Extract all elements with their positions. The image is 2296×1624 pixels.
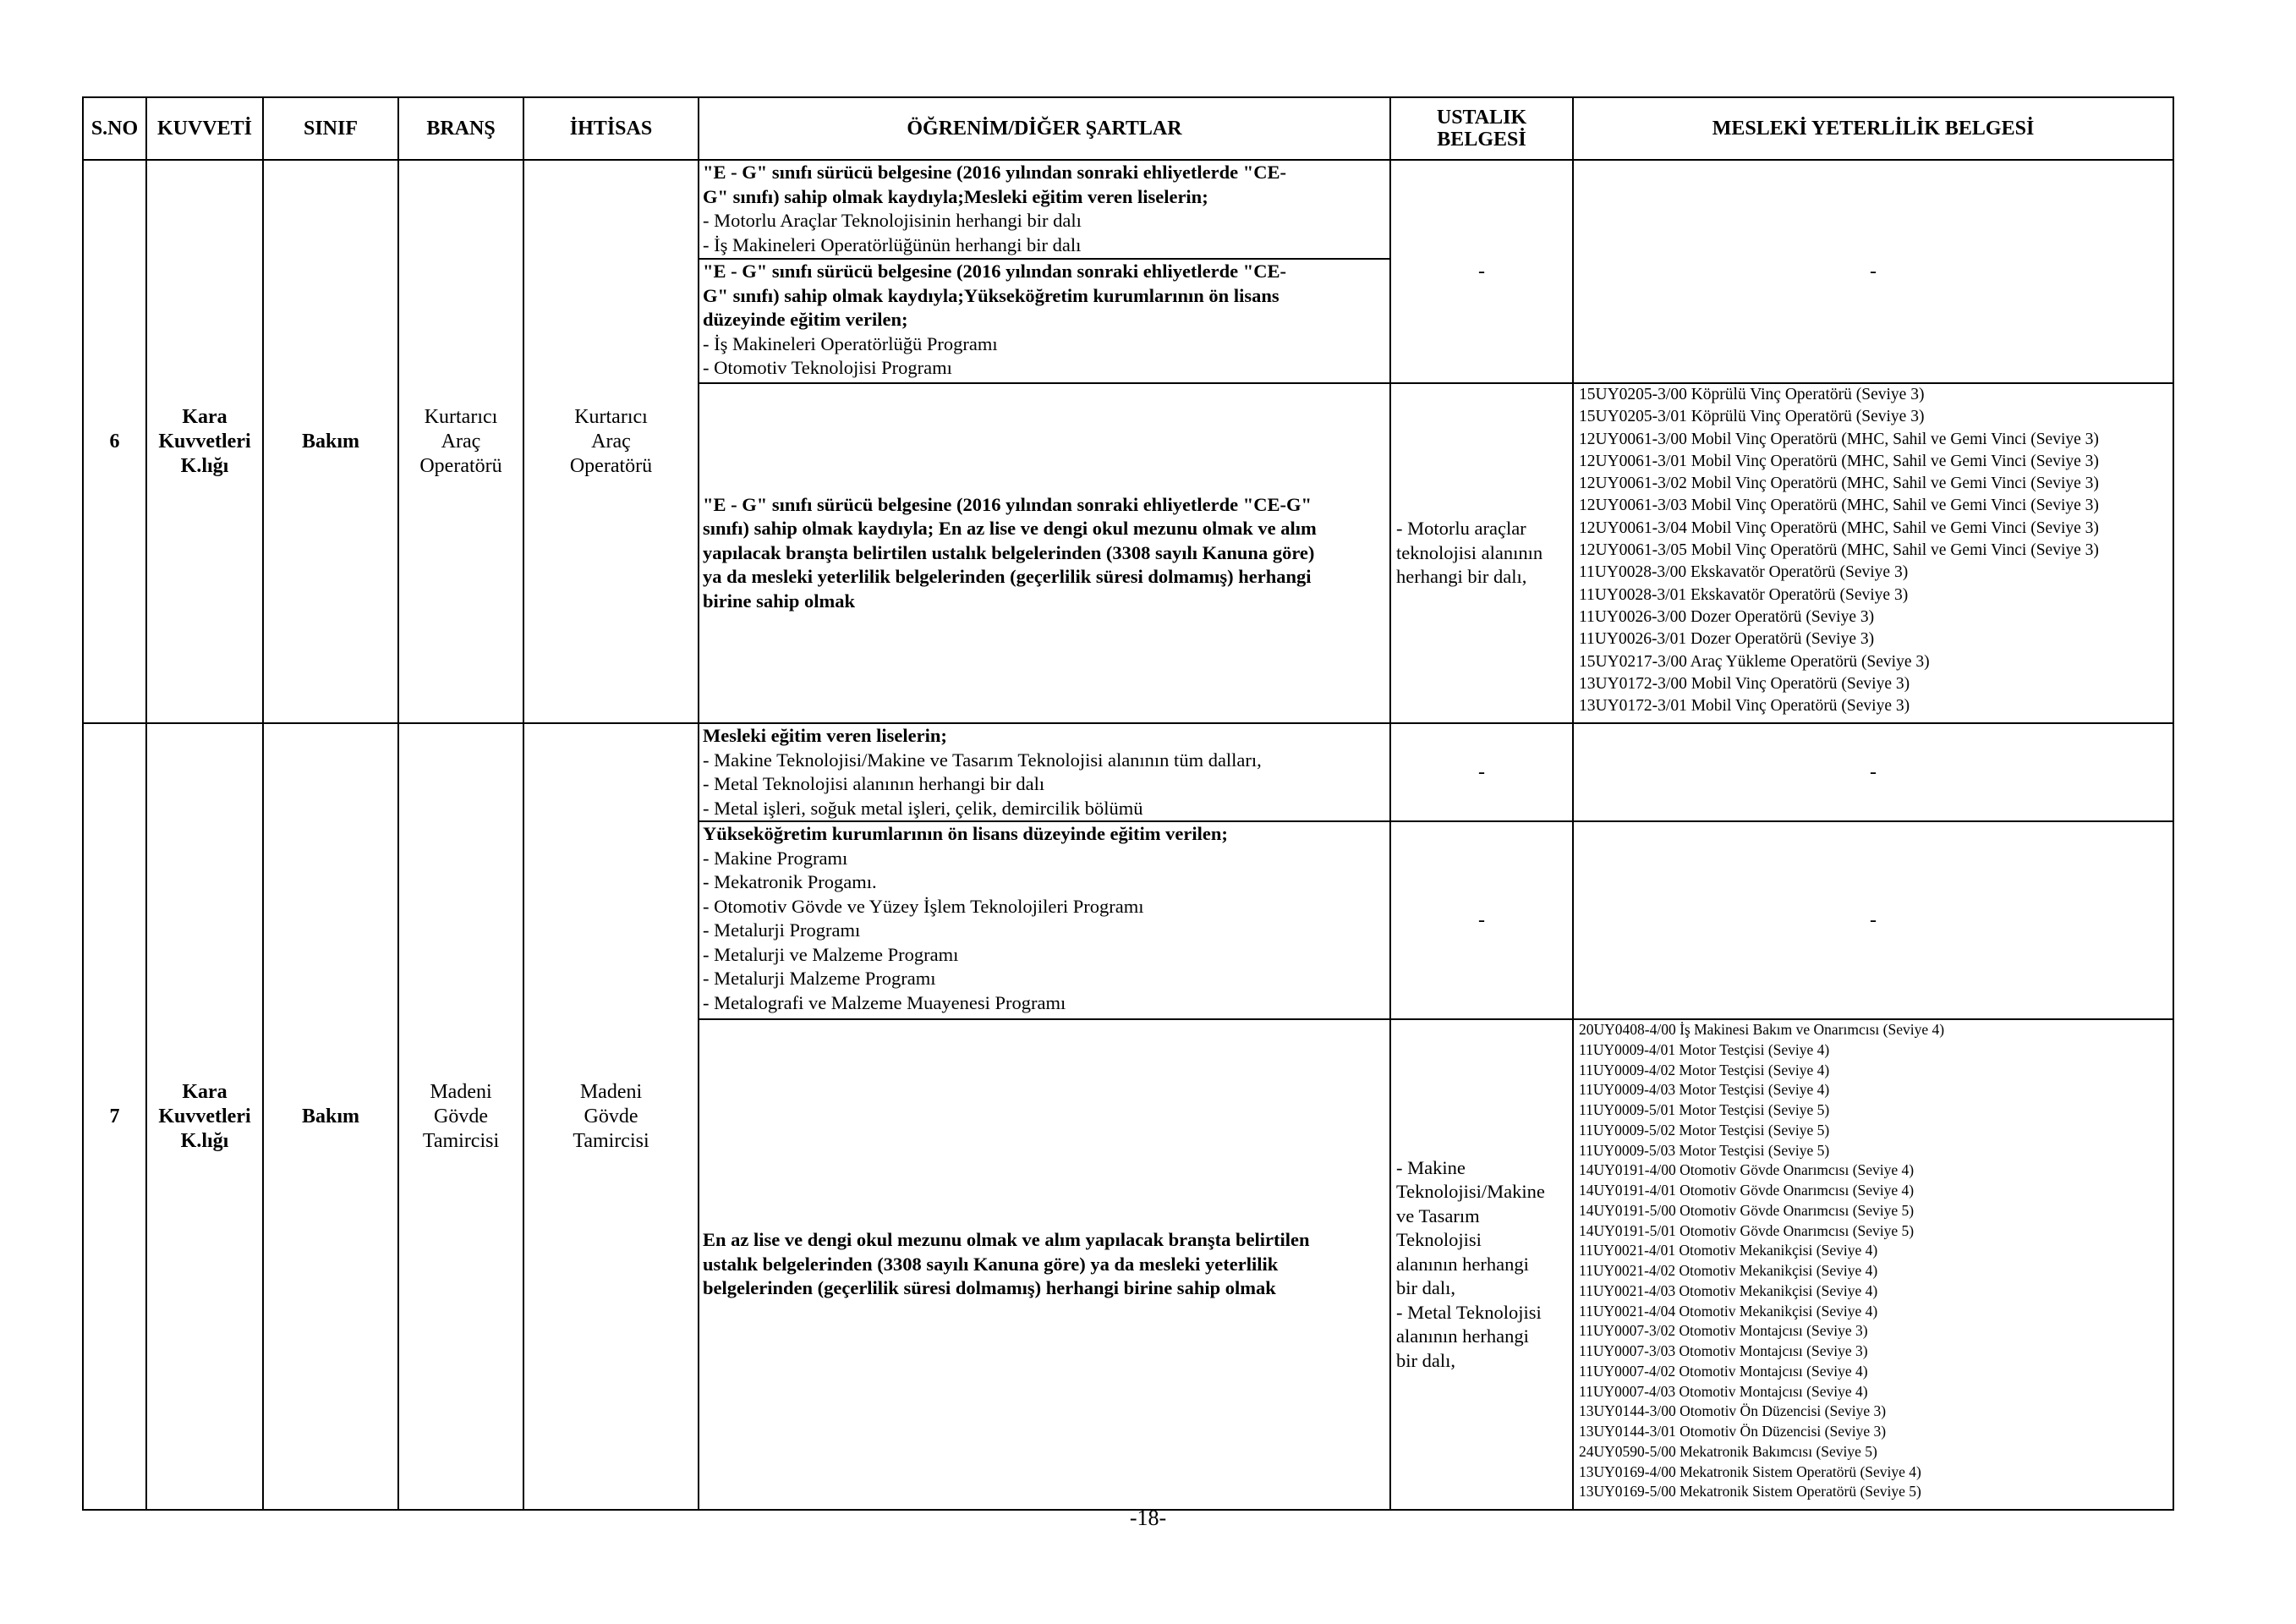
condition-title-line: Yükseköğretim kurumlarının ön lisans düzeyinde eğitim verilen;: [703, 823, 1228, 844]
certificate-item: 13UY0144-3/00 Otomotiv Ön Düzencisi (Seviye 3): [1579, 1402, 1887, 1420]
row6-kuvveti-line: Kuvvetleri: [158, 430, 251, 453]
header-ihtisas: İHTİSAS: [523, 97, 699, 160]
table-row: [83, 723, 2173, 821]
row7-condition-2: [699, 821, 1390, 1019]
header-row: [83, 97, 2173, 160]
certificate-item: 12UY0061-3/04 Mobil Vinç Operatörü (MHC, Sahil ve Gemi Vinci (Seviye 3): [1579, 518, 2099, 537]
condition-item: - Metalurji Malzeme Programı: [703, 968, 936, 989]
condition-title-line: "E - G" sınıfı sürücü belgesine (2016 yılından sonraki ehliyetlerde "CE-: [703, 162, 1287, 183]
certificate-item: 12UY0061-3/05 Mobil Vinç Operatörü (MHC, Sahil ve Gemi Vinci (Seviye 3): [1579, 541, 2099, 560]
ustalik-line: alanının herhangi: [1396, 1325, 1529, 1347]
row6-ihtisas-line: Araç: [591, 430, 631, 453]
ustalik-line: ve Tasarım: [1396, 1204, 1480, 1226]
condition-item: - Metal işleri, soğuk metal işleri, çelik, demircilik bölümü: [703, 797, 1143, 819]
certificate-item: 11UY0028-3/01 Ekskavatör Operatörü (Seviye 3): [1579, 585, 1909, 604]
table-row: [83, 160, 2173, 259]
row6-condition-3: [699, 383, 1390, 723]
certificate-item: 14UY0191-5/01 Otomotiv Gövde Onarımcısı (Seviye 5): [1579, 1221, 1915, 1239]
condition-item: - Makine Programı: [703, 847, 848, 869]
row7-kuvveti: [146, 723, 263, 1510]
condition-item: - Metal Teknolojisi alanının herhangi bir dalı: [703, 773, 1045, 794]
ustalik-line: alanının herhangi: [1396, 1253, 1529, 1275]
certificate-item: 11UY0009-5/01 Motor Testçisi (Seviye 5): [1579, 1101, 1830, 1118]
certificate-item: 11UY0009-5/02 Motor Testçisi (Seviye 5): [1579, 1121, 1830, 1138]
ustalik-line: Teknolojisi/Makine: [1396, 1181, 1545, 1203]
qualification-table: [82, 96, 2174, 1511]
condition-item: - Otomotiv Teknolojisi Programı: [703, 357, 952, 378]
row6-cond3-ustalik: [1390, 383, 1573, 723]
certificate-item: 12UY0061-3/03 Mobil Vinç Operatörü (MHC, Sahil ve Gemi Vinci (Seviye 3): [1579, 497, 2099, 515]
header-kuvveti: KUVVETİ: [146, 97, 263, 160]
certificate-item: 13UY0169-4/00 Mekatronik Sistem Operatörü (Seviye 4): [1579, 1462, 1921, 1480]
condition-title-line: birine sahip olmak: [703, 590, 856, 612]
row7-condition-3: [699, 1019, 1390, 1510]
row7-ihtisas: [523, 723, 699, 1510]
condition-title-line: ya da mesleki yeterlilik belgelerinden (geçerlilik süresi dolmamış) herhangi: [703, 566, 1312, 588]
row6-kuvveti-line: K.lığı: [180, 454, 229, 477]
header-sinif: SINIF: [263, 97, 398, 160]
row6-ihtisas-line: Operatörü: [569, 454, 653, 477]
header-mesleki: MESLEKİ YETERLİLİK BELGESİ: [1573, 97, 2173, 160]
row6-brans-line: Araç: [441, 430, 481, 453]
ustalik-line: herhangi bir dalı,: [1396, 566, 1527, 588]
certificate-item: 15UY0217-3/00 Araç Yükleme Operatörü (Seviye 3): [1579, 652, 1930, 671]
ustalik-line: bir dalı,: [1396, 1277, 1455, 1299]
row6-sinif: Bakım: [263, 160, 398, 723]
header-ustalik-line2: BELGESİ: [1437, 129, 1526, 151]
certificate-item: 11UY0021-4/03 Otomotiv Mekanikçisi (Seviye 4): [1579, 1281, 1878, 1299]
condition-title-line: En az lise ve dengi okul mezunu olmak ve alım yapılacak branşta belirtilen: [703, 1229, 1310, 1251]
certificate-item: 11UY0026-3/01 Dozer Operatörü (Seviye 3): [1579, 630, 1875, 649]
condition-title-line: ustalık belgelerinden (3308 sayılı Kanuna göre) ya da mesleki yeterlilik: [703, 1253, 1279, 1275]
row7-cond3-ustalik: [1390, 1019, 1573, 1510]
condition-title-line: Mesleki eğitim veren liselerin;: [703, 725, 947, 746]
certificate-item: 12UY0061-3/01 Mobil Vinç Operatörü (MHC, Sahil ve Gemi Vinci (Seviye 3): [1579, 452, 2099, 470]
condition-item: - Mekatronik Progamı.: [703, 871, 877, 892]
row7-condition-1: [699, 723, 1390, 821]
certificate-item: 11UY0009-4/02 Motor Testçisi (Seviye 4): [1579, 1061, 1830, 1078]
ustalik-line: - Metal Teknolojisi: [1396, 1301, 1542, 1323]
row7-brans: [398, 723, 523, 1510]
row6-brans-line: Kurtarıcı: [424, 405, 498, 428]
certificate-item: 24UY0590-5/00 Mekatronik Bakımcısı (Seviye 5): [1579, 1442, 1877, 1460]
certificate-item: 11UY0021-4/02 Otomotiv Mekanikçisi (Seviye 4): [1579, 1262, 1878, 1279]
certificate-item: 15UY0205-3/00 Köprülü Vinç Operatörü (Seviye 3): [1579, 386, 1925, 403]
certificate-item: 12UY0061-3/02 Mobil Vinç Operatörü (MHC, Sahil ve Gemi Vinci (Seviye 3): [1579, 475, 2099, 493]
row7-cond1-mesleki: -: [1573, 723, 2173, 821]
ustalik-line: teknolojisi alanının: [1396, 541, 1543, 563]
certificate-item: 11UY0021-4/01 Otomotiv Mekanikçisi (Seviye 4): [1579, 1242, 1878, 1259]
certificate-item: 15UY0205-3/01 Köprülü Vinç Operatörü (Seviye 3): [1579, 408, 1925, 426]
row6-ihtisas-line: Kurtarıcı: [574, 405, 648, 428]
condition-title-line: "E - G" sınıfı sürücü belgesine (2016 yılından sonraki ehliyetlerde "CE-G": [703, 493, 1312, 515]
header-ustalik-line1: USTALIK: [1436, 107, 1527, 129]
row7-sinif: Bakım: [263, 723, 398, 1510]
condition-title-line: belgelerinden (geçerlilik süresi dolmamış) herhangi birine sahip olmak: [703, 1277, 1276, 1299]
row7-cond3-mesleki: [1573, 1019, 2173, 1510]
condition-item: - Makine Teknolojisi/Makine ve Tasarım Teknolojisi alanının tüm dalları,: [703, 749, 1262, 771]
certificate-item: 11UY0028-3/00 Ekskavatör Operatörü (Seviye 3): [1579, 563, 1909, 582]
row6-ihtisas: [523, 160, 699, 723]
certificate-item: 14UY0191-5/00 Otomotiv Gövde Onarımcısı (Seviye 5): [1579, 1201, 1915, 1219]
row7-sno: 7: [83, 723, 146, 1510]
condition-title-line: yapılacak branşta belirtilen ustalık belgelerinden (3308 sayılı Kanuna göre): [703, 541, 1315, 563]
ustalik-line: Teknolojisi: [1396, 1229, 1482, 1251]
row6-sno: 6: [83, 160, 146, 723]
ustalik-line: - Makine: [1396, 1156, 1466, 1178]
condition-item: - Otomotiv Gövde ve Yüzey İşlem Teknolojileri Programı: [703, 895, 1144, 917]
certificate-item: 14UY0191-4/01 Otomotiv Gövde Onarımcısı (Seviye 4): [1579, 1182, 1915, 1199]
condition-title-line: "E - G" sınıfı sürücü belgesine (2016 yılından sonraki ehliyetlerde "CE-: [703, 261, 1287, 282]
row7-cond1-ustalik: -: [1390, 723, 1573, 821]
condition-item: - Metalurji ve Malzeme Programı: [703, 943, 959, 965]
condition-item: - Motorlu Araçlar Teknolojisinin herhangi bir dalı: [703, 210, 1082, 231]
condition-item: - Metalurji Programı: [703, 919, 861, 941]
row7-cond2-mesleki: -: [1573, 821, 2173, 1019]
condition-title-line: sınıfı) sahip olmak kaydıyla; En az lise ve dengi okul mezunu olmak ve alım: [703, 518, 1317, 540]
header-ustalik: [1390, 97, 1573, 160]
ustalik-line: bir dalı,: [1396, 1349, 1455, 1371]
condition-item: - İş Makineleri Operatörlüğünün herhangi bir dalı: [703, 233, 1082, 255]
row6-kuvveti: [146, 160, 263, 723]
row6-cond12-ustalik: -: [1390, 160, 1573, 383]
certificate-item: 11UY0009-4/01 Motor Testçisi (Seviye 4): [1579, 1040, 1830, 1058]
page-number: -18-: [1129, 1506, 1167, 1530]
row7-brans-line: Gövde: [434, 1105, 488, 1127]
condition-title-line: düzeyinde eğitim verilen;: [703, 309, 908, 330]
header-brans: BRANŞ: [398, 97, 523, 160]
certificate-item: 11UY0021-4/04 Otomotiv Mekanikçisi (Seviye 4): [1579, 1302, 1878, 1320]
certificate-item: 14UY0191-4/00 Otomotiv Gövde Onarımcısı (Seviye 4): [1579, 1161, 1915, 1179]
row6-cond12-mesleki: -: [1573, 160, 2173, 383]
row7-kuvveti-line: Kuvvetleri: [158, 1105, 251, 1127]
row7-brans-line: Madeni: [430, 1080, 492, 1103]
certificate-item: 13UY0172-3/00 Mobil Vinç Operatörü (Seviye 3): [1579, 674, 1910, 693]
condition-item: - İş Makineleri Operatörlüğü Programı: [703, 332, 998, 354]
condition-title-line: G" sınıfı) sahip olmak kaydıyla;Yükseköğretim kurumlarının ön lisans: [703, 284, 1280, 306]
row7-kuvveti-line: K.lığı: [180, 1129, 229, 1152]
certificate-item: 11UY0009-4/03 Motor Testçisi (Seviye 4): [1579, 1081, 1830, 1099]
condition-item: - Metalografi ve Malzeme Muayenesi Programı: [703, 991, 1066, 1013]
condition-title-line: G" sınıfı) sahip olmak kaydıyla;Mesleki eğitim veren liselerin;: [703, 185, 1208, 207]
header-ogrenim: ÖĞRENİM/DİĞER ŞARTLAR: [699, 97, 1390, 160]
row6-brans-line: Operatörü: [419, 454, 502, 477]
row6-cond3-mesleki: [1573, 383, 2173, 723]
certificate-item: 11UY0007-4/02 Otomotiv Montajcısı (Seviye 4): [1579, 1362, 1868, 1380]
certificate-item: 11UY0009-5/03 Motor Testçisi (Seviye 5): [1579, 1141, 1830, 1159]
row7-brans-line: Tamircisi: [422, 1129, 500, 1152]
row6-condition-1: [699, 160, 1390, 259]
certificate-item: 11UY0007-3/03 Otomotiv Montajcısı (Seviye 3): [1579, 1342, 1868, 1359]
row6-kuvveti-line: Kara: [182, 405, 227, 428]
certificate-item: 11UY0007-3/02 Otomotiv Montajcısı (Seviye 3): [1579, 1322, 1868, 1340]
row6-brans: [398, 160, 523, 723]
row7-kuvveti-line: Kara: [182, 1080, 227, 1103]
certificate-item: 13UY0172-3/01 Mobil Vinç Operatörü (Seviye 3): [1579, 697, 1910, 716]
row7-ihtisas-line: Madeni: [579, 1080, 643, 1103]
certificate-item: 12UY0061-3/00 Mobil Vinç Operatörü (MHC, Sahil ve Gemi Vinci (Seviye 3): [1579, 430, 2099, 448]
row6-condition-2: [699, 259, 1390, 383]
certificate-item: 13UY0169-5/00 Mekatronik Sistem Operatörü (Seviye 5): [1579, 1483, 1921, 1501]
certificate-item: 20UY0408-4/00 İş Makinesi Bakım ve Onarımcısı (Seviye 4): [1579, 1021, 1945, 1038]
row7-ihtisas-line: Gövde: [584, 1105, 638, 1127]
row7-ihtisas-line: Tamircisi: [573, 1129, 649, 1152]
row7-cond2-ustalik: -: [1390, 821, 1573, 1019]
certificate-item: 11UY0026-3/00 Dozer Operatörü (Seviye 3): [1579, 607, 1875, 626]
certificate-item: 11UY0007-4/03 Otomotiv Montajcısı (Seviye 4): [1579, 1382, 1868, 1400]
ustalik-line: - Motorlu araçlar: [1396, 518, 1526, 540]
header-sno: S.NO: [83, 97, 146, 160]
certificate-item: 13UY0144-3/01 Otomotiv Ön Düzencisi (Seviye 3): [1579, 1423, 1887, 1440]
